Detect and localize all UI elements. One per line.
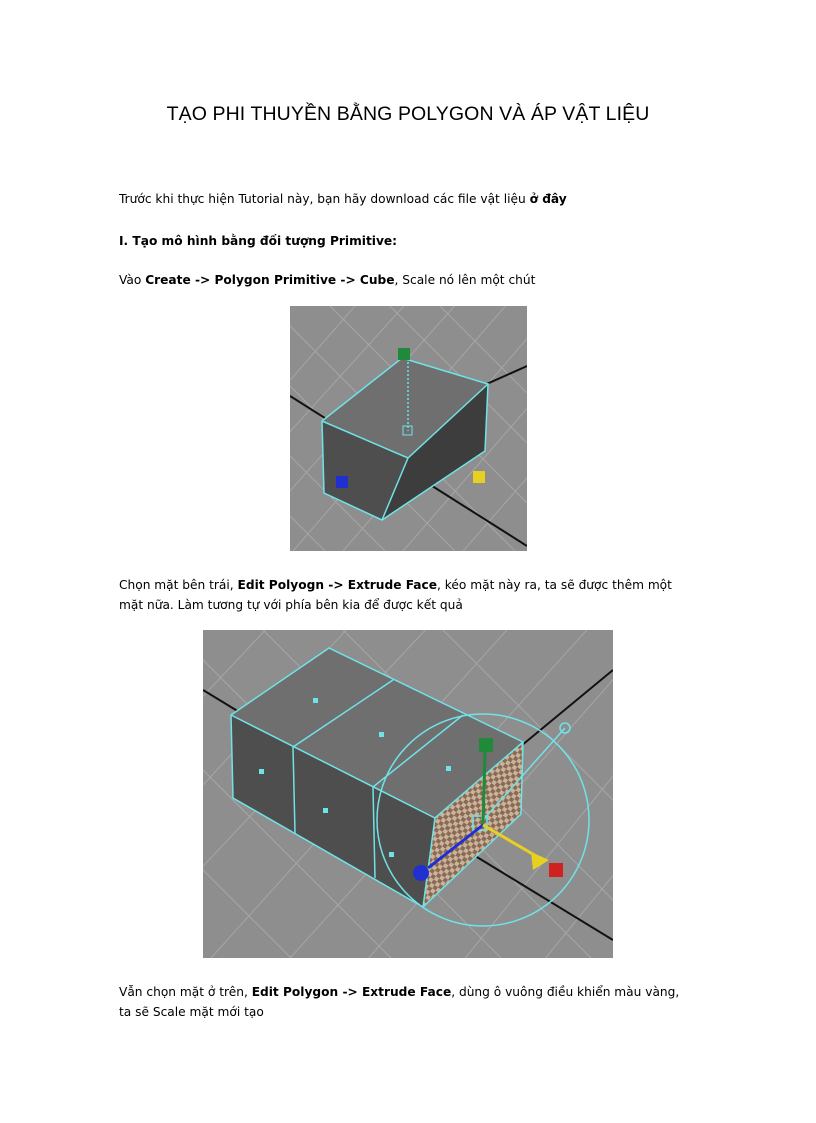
step3-paragraph	[119, 982, 709, 1022]
step3-line2: ta sẽ Scale mặt mới tạo	[119, 1005, 264, 1019]
step1-paragraph	[119, 270, 709, 290]
figure-cube-viewport	[290, 306, 527, 551]
step1-prefix: Vào	[119, 273, 146, 287]
step3-prefix: Vẫn chọn mặt ở trên,	[119, 985, 252, 999]
download-link[interactable]: ở đây	[529, 192, 567, 206]
step3-command: Edit Polygon -> Extrude Face	[251, 985, 452, 999]
step2-paragraph	[119, 575, 709, 615]
figure-extruded-box	[203, 630, 613, 958]
cube-viewport-image	[290, 306, 527, 551]
step2-suffix: , kéo mặt này ra, ta sẽ được thêm một	[437, 578, 672, 592]
page-title: TẠO PHI THUYỀN BẰNG POLYGON VÀ ÁP VẬT LIỆU	[166, 103, 650, 125]
step1-command: Create -> Polygon Primitive -> Cube	[145, 273, 395, 287]
step2-prefix: Chọn mặt bên trái,	[119, 578, 238, 592]
intro-text: Trước khi thực hiện Tutorial này, bạn hãy download các file vật liệu	[119, 192, 530, 206]
step1-suffix: , Scale nó lên một chút	[394, 273, 536, 287]
extruded-box-image	[203, 630, 613, 958]
step3-suffix: , dùng ô vuông điều khiển màu vàng,	[451, 985, 680, 999]
step2-line2: mặt nữa. Làm tương tự với phía bên kia để được kết quả	[119, 598, 463, 612]
section-heading: I. Tạo mô hình bằng đối tượng Primitive:	[119, 234, 398, 248]
step2-command: Edit Polyogn -> Extrude Face	[237, 578, 438, 592]
intro-paragraph	[119, 189, 709, 209]
